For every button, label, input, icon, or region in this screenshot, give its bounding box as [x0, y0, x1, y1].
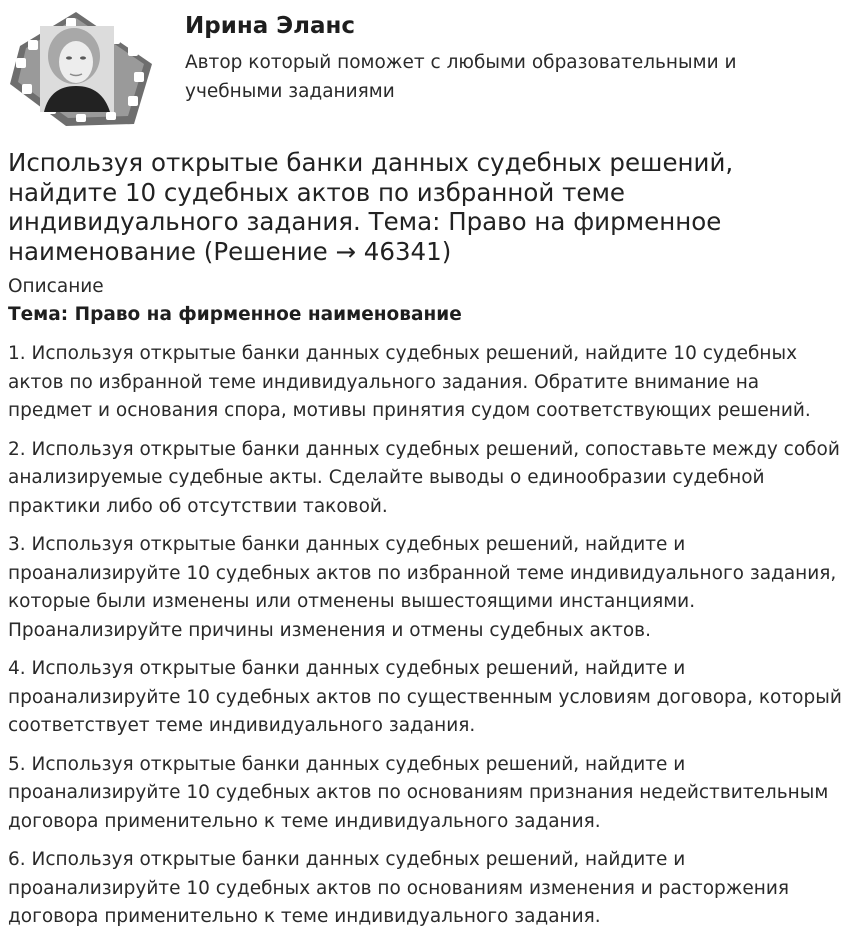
task-item-3: 3. Используя открытые банки данных судебных решений, найдите и проанализируйте 10 судебных актов по избранной теме индивидуального задания, которые были изменены или отменены вышестоящими инстанциями. Проанализируйте причины изменения и отмены судебных актов.	[8, 534, 837, 641]
author-description: Автор который поможет с любыми образовательными и учебными заданиями	[185, 52, 737, 102]
topic-heading: Тема: Право на фирменное наименование	[8, 304, 462, 325]
author-avatar[interactable]	[6, 6, 154, 128]
task-item-6: 6. Используя открытые банки данных судебных решений, найдите и проанализируйте 10 судебных актов по основаниям изменения и расторжения договора применительно к теме индивидуального задания.	[8, 849, 790, 927]
task-item-1: 1. Используя открытые банки данных судебных решений, найдите 10 судебных актов по избранной теме индивидуального задания. Обратите внимание на предмет и основания спора, мотивы принятия судом соответствующих решений.	[8, 343, 811, 421]
author-photo	[40, 26, 114, 112]
author-card	[0, 0, 847, 140]
task-list	[8, 340, 843, 942]
task-item-4: 4. Используя открытые банки данных судебных решений, найдите и проанализируйте 10 судебных актов по существенным условиям договора, который соответствует теме индивидуального задания.	[8, 658, 842, 736]
task-item-2: 2. Используя открытые банки данных судебных решений, сопоставьте между собой анализируемые судебные акты. Сделайте выводы о единообразии судебной практики либо об отсутствии таковой.	[8, 438, 840, 517]
task-item-5: 5. Используя открытые банки данных судебных решений, найдите и проанализируйте 10 судебных актов по основаниям признания недействительным договора применительно к теме индивидуального задания.	[8, 753, 829, 832]
author-name[interactable]: Ирина Эланс	[185, 13, 356, 39]
description-label: Описание	[8, 276, 104, 297]
page-title: Используя открытые банки данных судебных решений, найдите 10 судебных актов по избранной теме индивидуального задания. Тема: Право на фирменное наименование (Решение → 46341)	[8, 148, 734, 266]
